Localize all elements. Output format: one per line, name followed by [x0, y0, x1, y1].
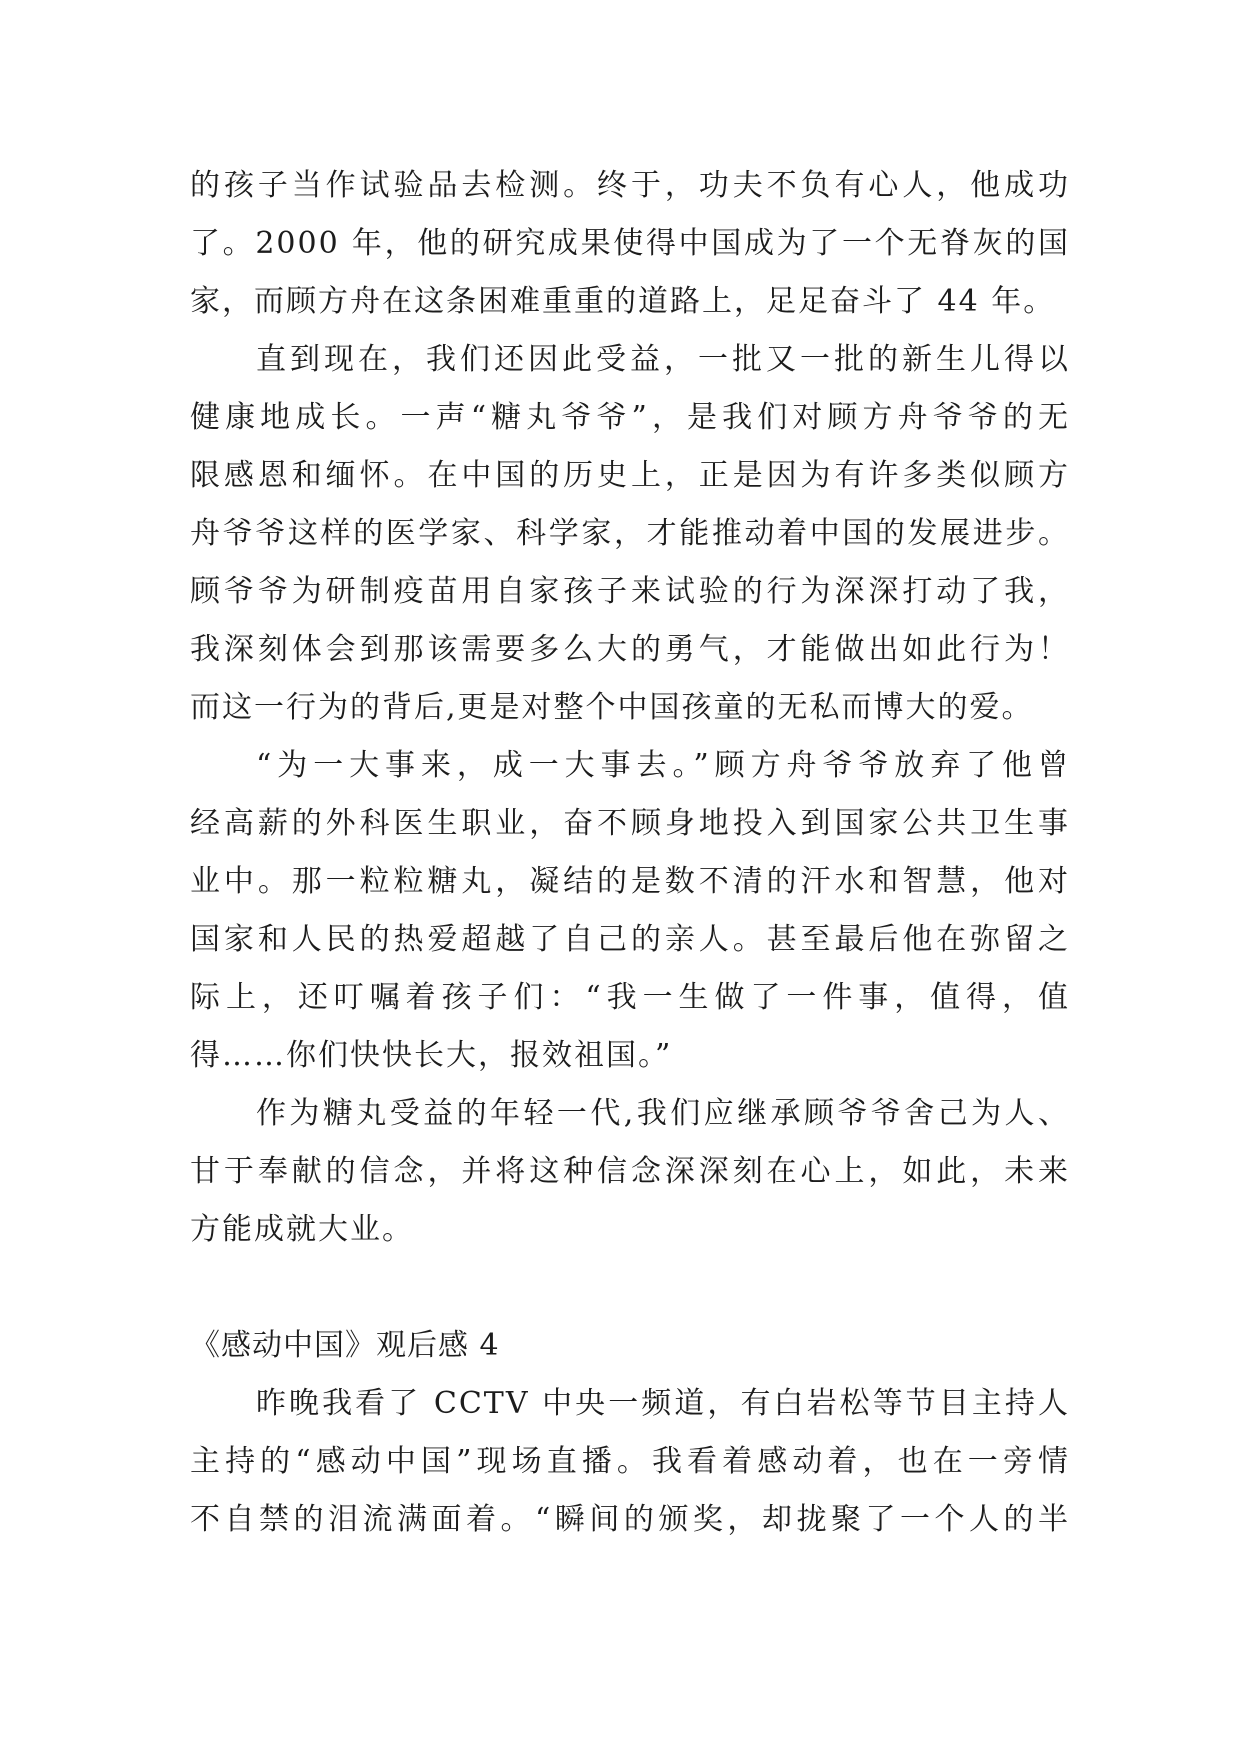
paragraph-line: 直到现在，我们还因此受益，一批又一批的新生儿得以	[256, 342, 1070, 377]
paragraph-line: 际上，还叮嘱着孩子们：“我一生做了一件事，值得，值	[190, 980, 1070, 1015]
paragraph-line: 了。2000 年，他的研究成果使得中国成为了一个无脊灰的国	[190, 226, 1070, 261]
paragraph-line: 健康地成长。一声“糖丸爷爷”，是我们对顾方舟爷爷的无	[190, 400, 1070, 435]
paragraph-line: 昨晚我看了 CCTV 中央一频道，有白岩松等节目主持人	[256, 1386, 1070, 1421]
paragraph-line: 我深刻体会到那该需要多么大的勇气，才能做出如此行为！	[190, 632, 1070, 667]
paragraph-line: 不自禁的泪流满面着。“瞬间的颁奖，却拢聚了一个人的半	[190, 1502, 1070, 1537]
paragraph-line: 主持的“感动中国”现场直播。我看着感动着，也在一旁情	[190, 1444, 1070, 1479]
paragraph-line: 得……你们快快长大，报效祖国。”	[190, 1038, 673, 1073]
paragraph-line: 限感恩和缅怀。在中国的历史上，正是因为有许多类似顾方	[190, 458, 1070, 493]
paragraph-line: “为一大事来，成一大事去。”顾方舟爷爷放弃了他曾	[256, 748, 1070, 783]
paragraph-line: 甘于奉献的信念，并将这种信念深深刻在心上，如此，未来	[190, 1154, 1070, 1189]
paragraph-line: 作为糖丸受益的年轻一代,我们应继承顾爷爷舍己为人、	[256, 1096, 1070, 1131]
paragraph-line: 舟爷爷这样的医学家、科学家，才能推动着中国的发展进步。	[190, 516, 1070, 551]
paragraph-line: 业中。那一粒粒糖丸，凝结的是数不清的汗水和智慧，他对	[190, 864, 1070, 899]
paragraph-line: 方能成就大业。	[190, 1212, 414, 1247]
paragraph-line: 而这一行为的背后,更是对整个中国孩童的无私而博大的爱。	[190, 690, 1034, 725]
paragraph-line: 顾爷爷为研制疫苗用自家孩子来试验的行为深深打动了我，	[190, 574, 1070, 609]
section-title: 《感动中国》观后感 4	[190, 1328, 500, 1363]
paragraph-line: 国家和人民的热爱超越了自己的亲人。甚至最后他在弥留之	[190, 922, 1070, 957]
paragraph-line: 经高薪的外科医生职业，奋不顾身地投入到国家公共卫生事	[190, 806, 1070, 841]
paragraph-line: 家，而顾方舟在这条困难重重的道路上，足足奋斗了 44 年。	[190, 284, 1056, 319]
paragraph-line: 的孩子当作试验品去检测。终于，功夫不负有心人，他成功	[190, 168, 1070, 203]
